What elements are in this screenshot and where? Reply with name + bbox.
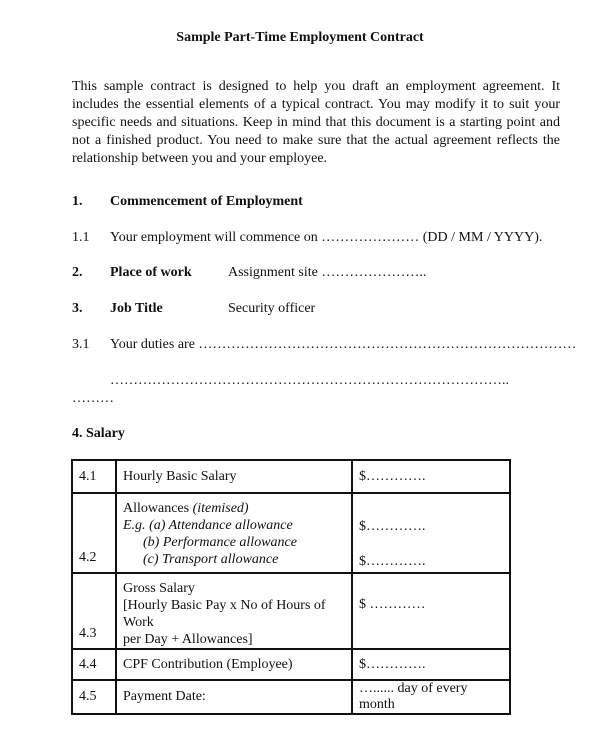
- section-1-heading: Commencement of Employment: [110, 194, 303, 209]
- intro-paragraph: [72, 78, 560, 168]
- table-row: [72, 573, 510, 649]
- gross-salary-formula-2: per Day + Allowances]: [123, 632, 253, 647]
- gross-salary-formula-1: [Hourly Basic Pay x No of Hours of Work: [123, 598, 326, 630]
- section-1-number: 1.: [72, 194, 83, 209]
- attendance-allowance-label: (a) Attendance allowance: [145, 518, 293, 533]
- performance-allowance-label: (b) Performance allowance: [143, 535, 297, 550]
- row-number: 4.5: [72, 680, 116, 714]
- performance-allowance-value: $………….: [359, 519, 426, 534]
- intro-text: This sample contract is designed to help you draft an employment agreement. It includes the essential elements of a typical contract. You may modify it to suit your specific needs and situations. Keep in mind that this document is a starting point and not a finished product. You need to make sure that the actual agreement reflects the relationship between you and your employee.: [72, 79, 560, 166]
- section-3-heading: Job Title: [110, 301, 163, 316]
- duties-line-3: ………: [72, 391, 114, 406]
- document-title: Sample Part-Time Employment Contract: [176, 30, 424, 45]
- transport-allowance-value: $………….: [359, 554, 426, 569]
- example-prefix: E.g.: [123, 518, 146, 533]
- row-number: 4.1: [72, 460, 116, 493]
- table-row: [72, 493, 510, 573]
- salary-table: [71, 459, 511, 715]
- table-row: [72, 680, 510, 714]
- gross-salary-title: Gross Salary: [123, 581, 195, 596]
- allowances-itemised-note: (itemised): [192, 501, 249, 516]
- table-row: [72, 649, 510, 680]
- place-of-work-value: Assignment site …………………..: [228, 265, 427, 280]
- job-title-value: Security officer: [228, 301, 316, 316]
- section-2-heading: Place of work: [110, 265, 192, 280]
- section-1-1-number: 1.1: [72, 230, 90, 245]
- duties-line-2: …………………………………………………………………………..: [110, 373, 509, 388]
- payment-date-value: …...... day of every month: [352, 680, 510, 714]
- hourly-basic-salary-label: Hourly Basic Salary: [116, 460, 352, 493]
- table-row: [72, 460, 510, 493]
- row-number: 4.2: [72, 493, 116, 573]
- section-4-heading: 4. Salary: [72, 426, 125, 441]
- allowances-title: Allowances: [123, 501, 193, 516]
- section-3-1-number: 3.1: [72, 337, 90, 352]
- cpf-contribution-label: CPF Contribution (Employee): [116, 649, 352, 680]
- transport-allowance-label: (c) Transport allowance: [143, 552, 279, 567]
- duties-line-1: Your duties are ………………………………………………………………………: [110, 337, 577, 352]
- commencement-date-line: Your employment will commence on ………………… (DD / MM / YYYY).: [110, 230, 543, 245]
- section-2-number: 2.: [72, 265, 83, 280]
- cpf-contribution-value: $………….: [352, 649, 510, 680]
- gross-salary-label: [116, 573, 352, 649]
- payment-date-label: Payment Date:: [116, 680, 352, 714]
- section-3-number: 3.: [72, 301, 83, 316]
- row-number: 4.4: [72, 649, 116, 680]
- row-number: 4.3: [72, 573, 116, 649]
- hourly-basic-salary-value: $………….: [352, 460, 510, 493]
- allowances-values: [352, 493, 510, 573]
- allowances-label: [116, 493, 352, 573]
- gross-salary-value: $ …………: [352, 573, 510, 649]
